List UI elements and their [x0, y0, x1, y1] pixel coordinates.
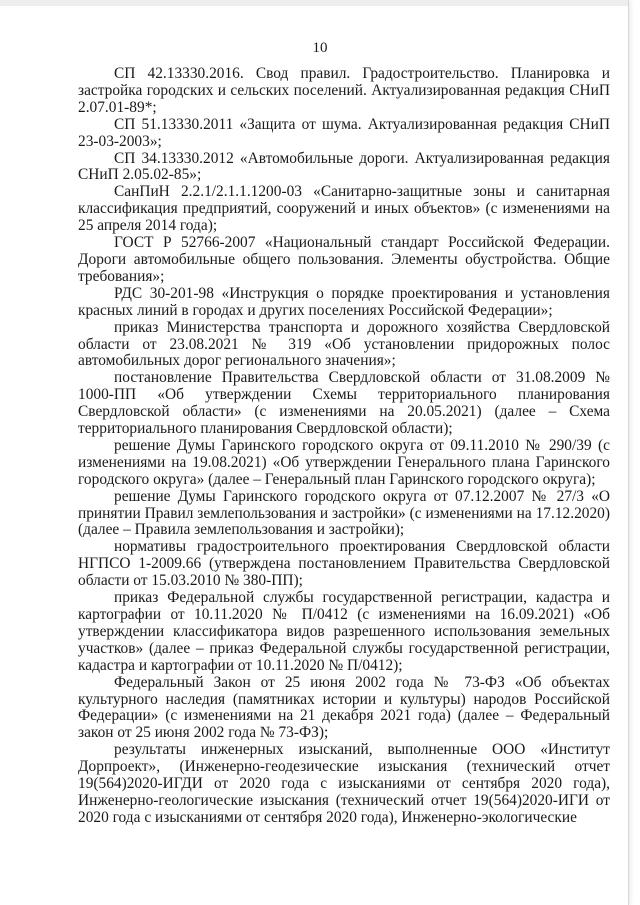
- paragraph-order-rosreestr: приказ Федеральной службы государственной регистрации, кадастра и картографии от 10.11.2020 № П/0412 (с изменениями на 16.09.2021) «Об утверждении классификатора видов разрешенного использования земельных участков» (далее – приказ Федеральной службы государственной регистрации, кадастра и картографии от 10.11.2020 № П/0412);: [78, 589, 610, 674]
- paragraph-order-transport: приказ Министерства транспорта и дорожного хозяйства Свердловской области от 23.08.2021 № 319 «Об установлении придорожных полос автомобильных дорог регионального значения»;: [78, 318, 610, 370]
- document-body: [78, 66, 610, 827]
- paragraph-sanpin: СанПиН 2.2.1/2.1.1.1200-03 «Санитарно-защитные зоны и санитарная классификация предприятий, сооружений и иных объектов» (с изменениями на 25 апреля 2014 года);: [78, 183, 610, 235]
- paragraph-sp-42: СП 42.13330.2016. Свод правил. Градостроительство. Планировка и застройка городских и сельских поселений. Актуализированная редакция СНиП 2.07.01-89*;: [78, 65, 610, 116]
- page-number: 10: [312, 40, 328, 56]
- paragraph-resolution-government: постановление Правительства Свердловской области от 31.08.2009 № 1000-ПП «Об утверждении Схемы территориального планирования Свердловской области» (с изменениями на 20.05.2021) (далее – Схема территориального планирования Свердловской области);: [78, 369, 610, 438]
- paragraph-decision-land-use-rules: решение Думы Гаринского городского округа от 07.12.2007 № 27/3 «О принятии Правил землепользования и застройки» (с изменениями на 17.12.2020) (далее – Правила землепользования и застройки);: [78, 487, 610, 539]
- paragraph-urban-planning-norms: нормативы градостроительного проектирования Свердловской области НГПСО 1-2009.66 (утверждена постановлением Правительства Свердловской области от 15.03.2010 № 380-ПП);: [78, 538, 610, 590]
- paragraph-gost: ГОСТ Р 52766-2007 «Национальный стандарт Российской Федерации. Дороги автомобильные общего пользования. Элементы обустройства. Общие требования»;: [78, 234, 610, 285]
- paragraph-sp-51: СП 51.13330.2011 «Защита от шума. Актуализированная редакция СНиП 23-03-2003»;: [78, 115, 610, 150]
- paragraph-federal-law-73: Федеральный Закон от 25 июня 2002 года № 73-ФЗ «Об объектах культурного наследия (памятниках истории и культуры) народов Российской Федерации» (с изменениями на 21 декабря 2021 года) (далее – Федеральный закон от 25 июня 2002 года № 73-ФЗ);: [78, 673, 610, 742]
- paragraph-engineering-surveys: результаты инженерных изысканий, выполненные ООО «Институт Дорпроект», (Инженерно-геодезические изыскания (технический отчет 19(564)2020-ИГДИ от 2020 года с изысканиями от сентября 2020 года), Инженерно-геологические изыскания (технический отчет 19(564)2020-ИГИ от 2020 года с изысканиями от сентября 2020 года), Инженерно-экологические: [78, 741, 610, 826]
- page-top-edge: [0, 0, 628, 6]
- paragraph-rds: РДС 30-201-98 «Инструкция о порядке проектирования и установления красных линий в городах и других поселениях Российской Федерации»;: [78, 284, 610, 319]
- paragraph-decision-general-plan: решение Думы Гаринского городского округа от 09.11.2010 № 290/39 (с изменениями на 19.08.2021) «Об утверждении Генерального плана Гаринского городского округа» (далее – Генеральный план Гаринского городского округа);: [78, 436, 610, 488]
- paragraph-sp-34: СП 34.13330.2012 «Автомобильные дороги. Актуализированная редакция СНиП 2.05.02-85»;: [78, 149, 610, 184]
